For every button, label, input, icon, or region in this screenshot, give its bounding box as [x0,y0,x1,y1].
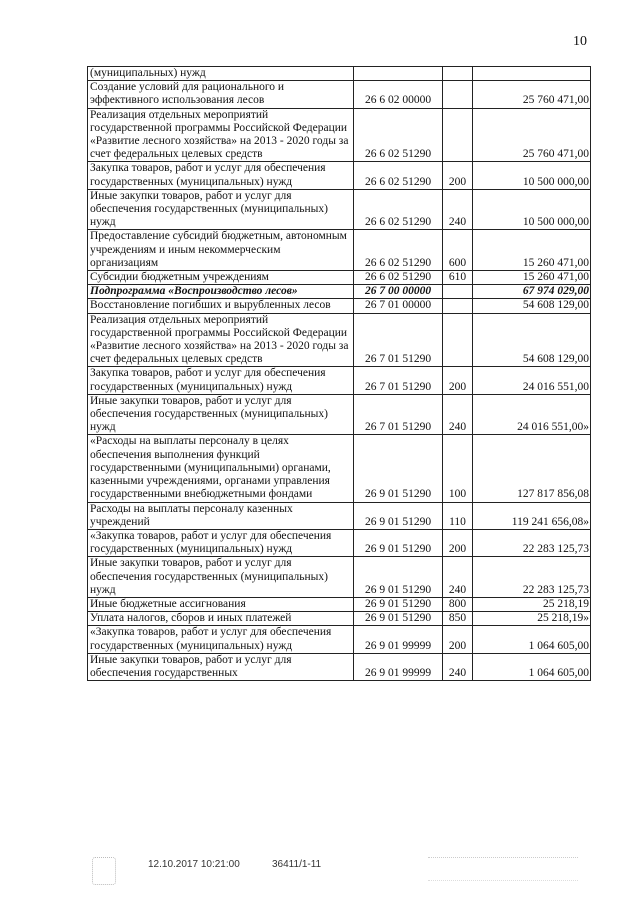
table-row [88,367,591,394]
cell-amount: 25 218,19» [473,612,591,626]
table-row [88,653,591,680]
cell-name: Уплата налогов, сборов и иных платежей [88,612,354,626]
cell-amount: 54 608 129,00 [473,299,591,313]
cell-code: 26 7 00 00000 [354,285,443,299]
cell-amount: 22 283 125,73 [473,529,591,556]
cell-type: 240 [443,189,473,230]
cell-type [443,81,473,108]
cell-code: 26 7 01 51290 [354,394,443,435]
cell-amount: 15 260 471,00 [473,271,591,285]
cell-code: 26 9 01 51290 [354,612,443,626]
table-row [88,435,591,502]
cell-name: Подпрограмма «Воспроизводство лесов» [88,285,354,299]
table-row [88,529,591,556]
cell-type: 240 [443,653,473,680]
cell-code: 26 9 01 51290 [354,529,443,556]
footer [0,855,640,895]
stamp-mark [92,857,116,885]
cell-type: 610 [443,271,473,285]
cell-name: Иные закупки товаров, работ и услуг для обеспечения государственных (муниципальных) нужд [88,394,354,435]
cell-code: 26 9 01 51290 [354,435,443,502]
cell-name: Предоставление субсидий бюджетным, автономным учреждениям и иным некоммерческим организациям [88,230,354,271]
cell-type [443,67,473,81]
cell-amount: 1 064 605,00 [473,653,591,680]
table-row [88,271,591,285]
cell-code: 26 9 01 51290 [354,597,443,611]
budget-table [87,66,591,681]
cell-type: 110 [443,502,473,529]
cell-type: 200 [443,529,473,556]
table-row [88,81,591,108]
cell-type: 850 [443,612,473,626]
cell-code: 26 6 02 51290 [354,162,443,189]
cell-name: Расходы на выплаты персоналу казенных учреждений [88,502,354,529]
cell-type: 240 [443,394,473,435]
table-row [88,597,591,611]
cell-name: Иные бюджетные ассигнования [88,597,354,611]
cell-type [443,313,473,367]
cell-code: 26 6 02 51290 [354,271,443,285]
cell-name: (муниципальных) нужд [88,67,354,81]
cell-amount: 25 218,19 [473,597,591,611]
cell-amount: 67 974 029,00 [473,285,591,299]
cell-name: «Расходы на выплаты персоналу в целях обеспечения выполнения функций государственными (муниципальными) органами, казенными учреждениями, органами управления государственными внебюджетными фондами [88,435,354,502]
cell-amount: 119 241 656,08» [473,502,591,529]
cell-name: Субсидии бюджетным учреждениям [88,271,354,285]
cell-name: Реализация отдельных мероприятий государственной программы Российской Федерации «Развитие лесного хозяйства» на 2013 - 2020 годы за счет федеральных целевых средств [88,313,354,367]
cell-name: «Закупка товаров, работ и услуг для обеспечения государственных (муниципальных) нужд [88,626,354,653]
cell-type: 100 [443,435,473,502]
cell-amount: 24 016 551,00» [473,394,591,435]
cell-type [443,299,473,313]
cell-code: 26 9 01 51290 [354,557,443,598]
cell-type: 200 [443,162,473,189]
page-number: 10 [573,34,587,49]
cell-type: 600 [443,230,473,271]
cell-amount: 22 283 125,73 [473,557,591,598]
cell-code: 26 6 02 51290 [354,108,443,162]
cell-name: Восстановление погибших и вырубленных лесов [88,299,354,313]
cell-code: 26 9 01 99999 [354,626,443,653]
cell-code: 26 9 01 99999 [354,653,443,680]
footer-doc-number: 36411/1-11 [272,859,322,870]
footer-date: 12.10.2017 10:21:00 [148,859,240,870]
cell-amount: 1 064 605,00 [473,626,591,653]
cell-amount: 25 760 471,00 [473,81,591,108]
cell-type [443,285,473,299]
cell-amount: 15 260 471,00 [473,230,591,271]
cell-code: 26 6 02 51290 [354,230,443,271]
cell-amount: 10 500 000,00 [473,189,591,230]
table-body [88,67,591,681]
cell-type [443,108,473,162]
table-row [88,67,591,81]
cell-code: 26 9 01 51290 [354,502,443,529]
cell-code: 26 6 02 00000 [354,81,443,108]
table-row [88,612,591,626]
cell-code: 26 7 01 00000 [354,299,443,313]
cell-type: 240 [443,557,473,598]
cell-name: Создание условий для рационального и эффективного использования лесов [88,81,354,108]
cell-type: 200 [443,626,473,653]
cell-name: Закупка товаров, работ и услуг для обеспечения государственных (муниципальных) нужд [88,162,354,189]
table-row [88,557,591,598]
signature-stamp [428,857,578,881]
cell-name: Иные закупки товаров, работ и услуг для обеспечения государственных [88,653,354,680]
table-row [88,394,591,435]
table-row [88,189,591,230]
cell-amount [473,67,591,81]
cell-amount: 25 760 471,00 [473,108,591,162]
cell-name: Иные закупки товаров, работ и услуг для обеспечения государственных (муниципальных) нужд [88,557,354,598]
table-row [88,108,591,162]
table-row [88,230,591,271]
cell-type: 200 [443,367,473,394]
cell-code [354,67,443,81]
table-row [88,313,591,367]
table-row [88,162,591,189]
table-row [88,502,591,529]
cell-name: Реализация отдельных мероприятий государственной программы Российской Федерации «Развитие лесного хозяйства» на 2013 - 2020 годы за счет федеральных целевых средств [88,108,354,162]
cell-amount: 10 500 000,00 [473,162,591,189]
cell-code: 26 7 01 51290 [354,367,443,394]
table-row-subprogram [88,285,591,299]
cell-name: Закупка товаров, работ и услуг для обеспечения государственных (муниципальных) нужд [88,367,354,394]
table-row [88,626,591,653]
cell-type: 800 [443,597,473,611]
cell-code: 26 7 01 51290 [354,313,443,367]
cell-name: Иные закупки товаров, работ и услуг для обеспечения государственных (муниципальных) нужд [88,189,354,230]
cell-code: 26 6 02 51290 [354,189,443,230]
cell-name: «Закупка товаров, работ и услуг для обеспечения государственных (муниципальных) нужд [88,529,354,556]
cell-amount: 54 608 129,00 [473,313,591,367]
cell-amount: 127 817 856,08 [473,435,591,502]
table-row [88,299,591,313]
cell-amount: 24 016 551,00 [473,367,591,394]
